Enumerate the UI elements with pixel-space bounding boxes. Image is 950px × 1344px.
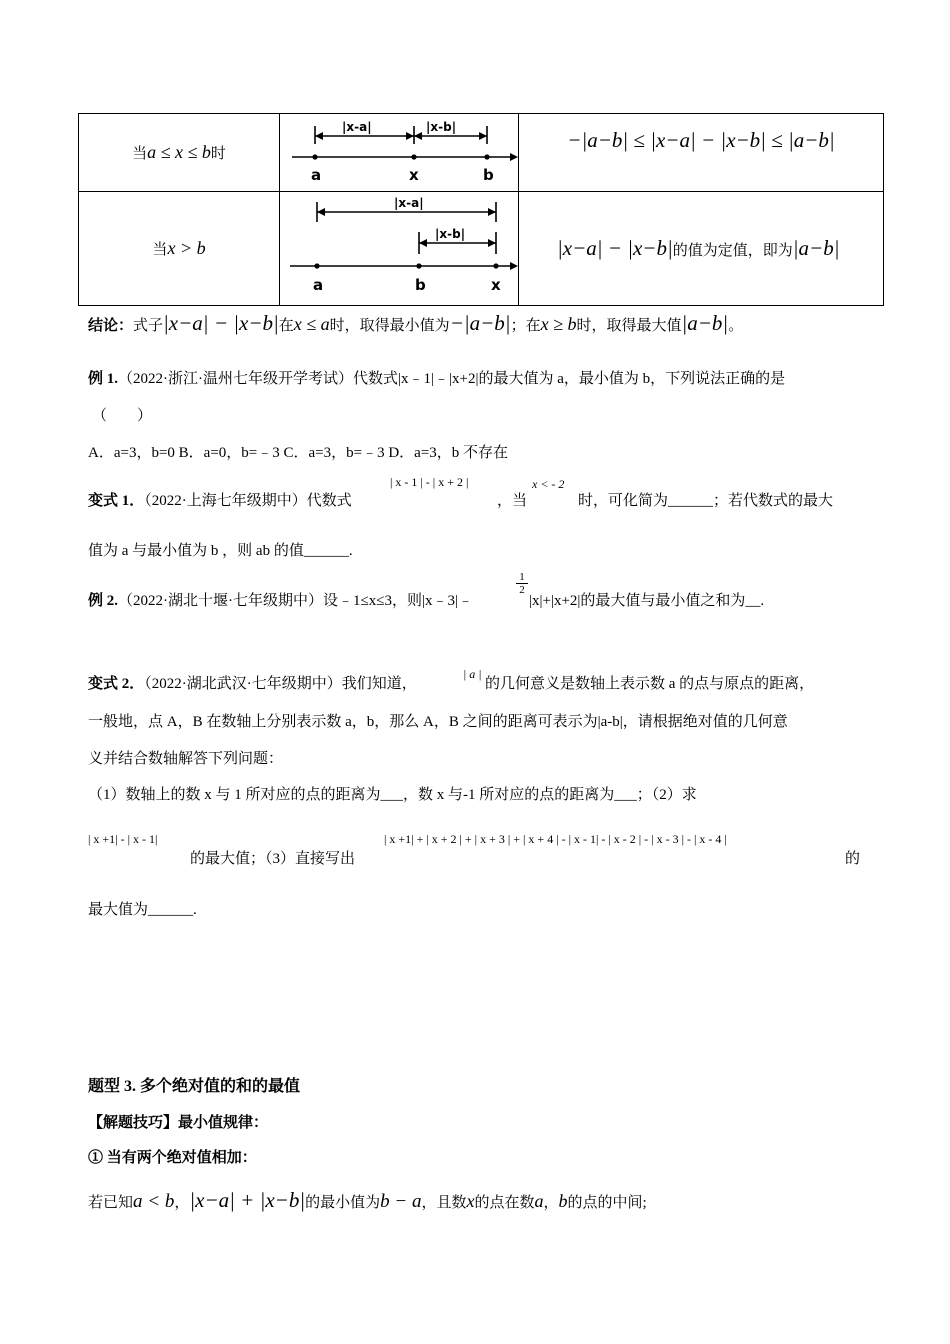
point-label: b — [415, 276, 426, 294]
point-b — [484, 154, 489, 159]
variant-2-expression-1: | x +1| - | x - 1| — [88, 832, 158, 846]
number-line-diagram-1 — [280, 114, 519, 192]
variant-1 — [88, 489, 352, 510]
conclusion — [88, 308, 743, 341]
math: x — [466, 1191, 475, 1211]
point-label: a — [313, 276, 324, 294]
answer-paren: （ ） — [92, 408, 153, 424]
text: ， — [174, 1195, 190, 1211]
result-text: 的值为定值，即为 — [672, 243, 793, 259]
result-expression: |x−a| − |x−b| — [557, 236, 673, 260]
text: （2022·上海七年级期中）代数式 — [144, 493, 352, 509]
arrow-head — [419, 239, 427, 247]
point-a — [314, 263, 319, 268]
example-label: 例 1. — [88, 371, 119, 387]
abs-a: | a | — [463, 667, 482, 681]
text: ，当 — [497, 493, 528, 509]
condition-cell — [79, 114, 280, 192]
text: 的点的中间; — [567, 1195, 647, 1211]
text: 的几何意义是数轴上表示数 a 的点与原点的距离， — [485, 676, 815, 692]
variant-label: 变式 2． — [88, 676, 145, 692]
variant-2-expression-2: | x +1| + | x + 2 | + | x + 3 | + | x + 4 | - | x - 1| - | x - 2 | - | x - 3 | - | x - 4 | — [384, 832, 727, 846]
segment-label: |x-b| — [435, 227, 466, 241]
math: b − a — [380, 1191, 422, 1212]
arrow-head — [488, 239, 496, 247]
result-cell — [519, 192, 884, 306]
variant-1-line-2: 值为 a 与最小值为 b ，则 ab 的值______. — [88, 543, 353, 559]
arrow-head — [479, 132, 487, 140]
arrow-head — [315, 132, 323, 140]
text: 的 — [845, 851, 861, 867]
text: （2022·湖北十堰·七年级期中）设﹣1≤x≤3，则|x﹣3|﹣ — [118, 593, 473, 609]
math: |a−b| — [681, 311, 729, 335]
axis-arrow — [510, 153, 518, 161]
variant-2-line-3: 义并结合数轴解答下列问题： — [88, 751, 284, 767]
point-label: b — [483, 166, 494, 184]
point-a — [312, 154, 317, 159]
table-row — [79, 192, 884, 306]
text: 时，可化简为______；若代数式的最大 — [578, 493, 834, 509]
number-line-figure — [280, 114, 519, 191]
example-1-options: A．a=3，b=0 B．a=0，b=﹣3 C．a=3，b=﹣3 D．a=3，b 不存在 — [88, 445, 509, 461]
condition-suffix: 时 — [210, 146, 226, 162]
condition-cell — [79, 192, 280, 306]
condition-math: a ≤ x ≤ b — [147, 142, 211, 162]
text: 若已知 — [88, 1195, 134, 1211]
table-row — [79, 114, 884, 192]
result-value: |a−b| — [792, 236, 840, 260]
axis-arrow — [510, 262, 518, 270]
point-x — [411, 154, 416, 159]
math: x ≤ a — [293, 314, 330, 334]
conclusion-label: 结论： — [88, 318, 134, 334]
text: 式子 — [133, 318, 164, 334]
variant-2-line-2: 一般地，点 A，B 在数轴上分别表示数 a，b，那么 A，B 之间的距离可表示为|a-b|，请根据绝对值的几何意 — [88, 714, 788, 730]
fraction-denominator: 2 — [519, 584, 525, 596]
arrow-head — [414, 132, 422, 140]
text: 。 — [728, 318, 744, 334]
arrow-head — [406, 132, 414, 140]
variant-1-condition: x < - 2 — [532, 477, 565, 491]
math: |x−a| − |x−b| — [163, 311, 279, 335]
point-label: a — [311, 166, 322, 184]
variant-2-line-4: （1）数轴上的数 x 与 1 所对应的点的距离为___，数 x 与-1 所对应的点的距离为___；（2）求 — [88, 787, 697, 803]
text: ，且数 — [421, 1195, 467, 1211]
fraction-numerator: 1 — [516, 571, 528, 584]
text: 的最小值为 — [305, 1195, 381, 1211]
arrow-head — [488, 208, 496, 216]
math: −|a−b| — [449, 311, 511, 335]
comparison-table — [78, 113, 884, 306]
example-1 — [88, 367, 785, 388]
math: |x−a| + |x−b| — [189, 1188, 306, 1212]
result-inequality: −|a−b| ≤ |x−a| − |x−b| ≤ |a−b| — [567, 128, 835, 152]
variant-2-line-6: 最大值为______. — [88, 902, 197, 918]
segment-label: |x-a| — [394, 196, 424, 210]
number-line-figure — [280, 192, 519, 305]
point-b — [416, 263, 421, 268]
text: 在 — [278, 318, 294, 334]
math: b — [558, 1191, 568, 1211]
text: （2022·湖北武汉·七年级期中）我们知道， — [144, 676, 417, 692]
variant-2 — [88, 672, 417, 693]
text: ；在 — [510, 318, 541, 334]
point-x — [493, 263, 498, 268]
technique-heading: 【解题技巧】最小值规律： — [88, 1115, 269, 1131]
text: 时，取得最小值为 — [329, 318, 450, 334]
point-label: x — [409, 166, 419, 184]
fraction-one-half — [516, 571, 528, 596]
condition-prefix: 当 — [132, 146, 148, 162]
text: |x|+|x+2|的最大值与最小值之和为__. — [529, 593, 765, 609]
example-2 — [88, 589, 473, 610]
text: 的点在数 — [474, 1195, 535, 1211]
text: 的最大值；（3）直接写出 — [190, 851, 356, 867]
section-title: 题型 3. 多个绝对值的和的最值 — [88, 1078, 301, 1095]
example-text: （2022·浙江·温州七年级开学考试）代数式|x﹣1|﹣|x+2|的最大值为 a，最小值为 b，下列说法正确的是 — [118, 371, 786, 387]
condition-prefix: 当 — [152, 242, 168, 258]
segment-label: |x-b| — [426, 120, 457, 134]
math: a < b — [133, 1191, 175, 1212]
number-line-diagram-2 — [280, 192, 519, 306]
segment-label: |x-a| — [342, 120, 372, 134]
arrow-head — [317, 208, 325, 216]
math: a — [534, 1191, 544, 1211]
rule-line — [88, 1185, 647, 1218]
variant-label: 变式 1． — [88, 493, 145, 509]
variant-1-expression: | x - 1 | - | x + 2 | — [390, 475, 469, 489]
point-label: x — [491, 276, 501, 294]
result-cell — [519, 114, 884, 192]
example-label: 例 2. — [88, 593, 119, 609]
condition-math: x > b — [167, 238, 206, 258]
case-heading: ① 当有两个绝对值相加： — [88, 1150, 257, 1166]
text: 时，取得最大值 — [576, 318, 682, 334]
math: x ≥ b — [540, 314, 577, 334]
text: ， — [543, 1195, 559, 1211]
